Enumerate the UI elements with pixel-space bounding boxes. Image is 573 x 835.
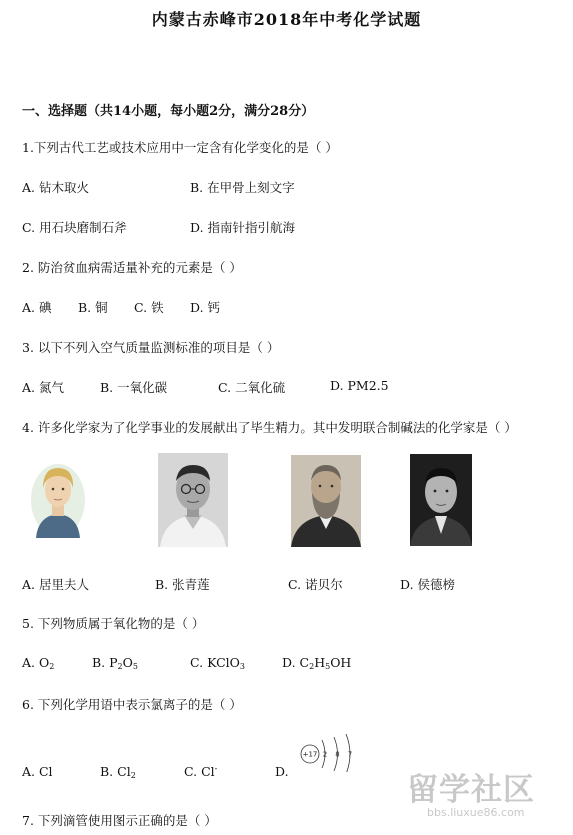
atom-nucleus-label: +17 (302, 750, 318, 759)
question-1-option-d: D. 指南针指引航海 (190, 220, 296, 235)
question-5-option-b: B. $P_2O_5$ (92, 655, 138, 671)
question-2-option-b: B. 铜 (78, 300, 108, 315)
question-3-stem: 3. 以下不列入空气质量监测标准的项目是（ ） (22, 340, 280, 355)
watermark-url: bbs.liuxue86.com (427, 806, 525, 819)
question-4-option-a: A. 居里夫人 (22, 577, 89, 592)
question-3-option-d: D. PM2.5 (330, 378, 389, 393)
question-5-stem: 5. 下列物质属于氧化物的是（ ） (22, 616, 205, 631)
question-2-option-c: C. 铁 (134, 300, 164, 315)
question-2-option-a: A. 碘 (22, 300, 52, 315)
page-title: 内蒙古赤峰市2018年中考化学试题 (151, 10, 422, 29)
question-6-option-c: C. Cl- (184, 764, 218, 779)
atom-shell-1-label: 2 (322, 750, 328, 759)
question-2-option-d: D. 钙 (190, 300, 221, 315)
question-6-stem: 6. 下列化学用语中表示氯离子的是（ ） (22, 697, 242, 712)
question-6-option-b: B. $Cl_2$ (100, 764, 136, 780)
question-4-option-c: C. 诺贝尔 (288, 577, 343, 592)
atom-shell-2-label: 8 (335, 750, 340, 759)
question-5-option-a: A. $O_2$ (22, 655, 55, 671)
portrait-hou-debang (410, 454, 472, 546)
atom-shell-3-label: 7 (347, 750, 353, 759)
portrait-alfred-nobel (291, 455, 361, 547)
question-3-option-b: B. 一氧化碳 (100, 380, 168, 395)
section-heading: 一、选择题（共14小题，每小题2分，满分28分） (22, 104, 315, 119)
question-1-stem: 1.下列古代工艺或技术应用中一定含有化学变化的是（ ） (22, 140, 338, 155)
question-4-option-d: D. 侯德榜 (400, 577, 456, 592)
question-4-stem: 4. 许多化学家为了化学事业的发展献出了毕生精力。其中发明联合制碱法的化学家是（ ） (22, 420, 517, 435)
portrait-zhang-qinglian (158, 453, 228, 547)
question-5-option-c: C. KClO$_3$ (190, 655, 245, 671)
question-6-option-d: D. (275, 764, 289, 779)
portrait-marie-curie (28, 458, 88, 538)
question-3-option-c: C. 二氧化硫 (218, 380, 286, 395)
question-1-option-b: B. 在甲骨上刻文字 (190, 180, 295, 195)
question-5-option-d: D. $C_2H_5OH$ (282, 655, 352, 671)
question-4-option-b: B. 张青莲 (155, 577, 210, 592)
question-1-option-c: C. 用石块磨制石斧 (22, 220, 127, 235)
question-6-option-a: A. Cl (22, 764, 53, 779)
chlorine-atom-structure-diagram (296, 732, 366, 772)
question-7-stem: 7. 下列滴管使用图示正确的是（ ） (22, 813, 217, 828)
question-1-option-a: A. 钻木取火 (22, 180, 89, 195)
question-2-stem: 2. 防治贫血病需适量补充的元素是（ ） (22, 260, 242, 275)
watermark-logo-text: 留学社区 (407, 772, 535, 808)
question-3-option-a: A. 氮气 (22, 380, 64, 395)
